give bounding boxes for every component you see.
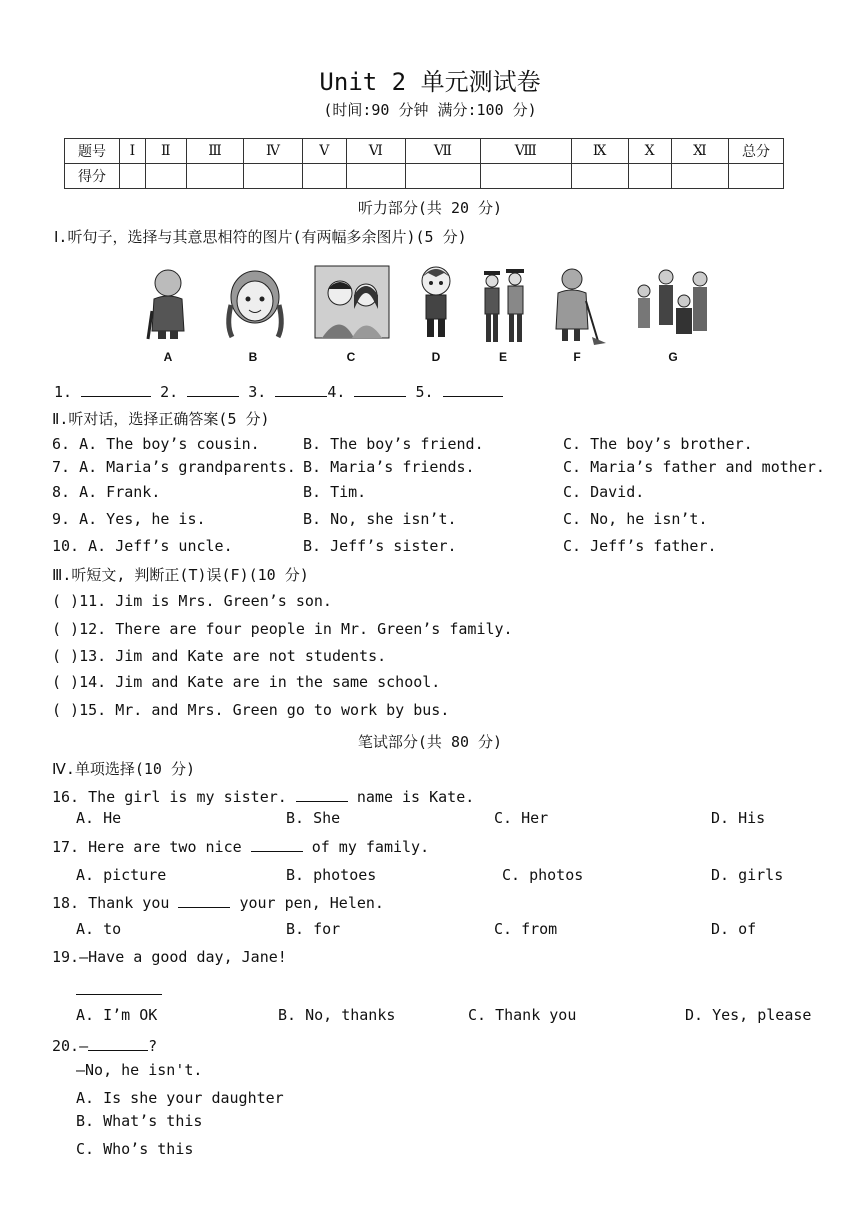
- score-cell: Ⅲ: [186, 139, 243, 164]
- blank-number: 1.: [54, 383, 73, 401]
- score-cell: Ⅺ: [671, 139, 728, 164]
- q7-option-b: B. Maria’s friends.: [303, 458, 475, 476]
- tf-item: ( )15. Mr. and Mrs. Green go to work by bus.: [52, 701, 450, 719]
- tf-item: ( )12. There are four people in Mr. Green’s family.: [52, 620, 513, 638]
- score-input-cell[interactable]: [120, 164, 146, 189]
- score-input-cell[interactable]: [571, 164, 628, 189]
- picture-label: D: [431, 350, 441, 364]
- q18-stem-text-end: your pen, Helen.: [230, 894, 384, 912]
- score-input-cell[interactable]: [186, 164, 243, 189]
- answer-blank[interactable]: [354, 382, 406, 397]
- q9-option-b: B. No, she isn’t.: [303, 510, 457, 528]
- score-cell: Ⅶ: [405, 139, 480, 164]
- score-table-header-row: [65, 139, 784, 164]
- q9-option-a: 9. A. Yes, he is.: [52, 510, 206, 528]
- answer-blank[interactable]: [187, 382, 239, 397]
- q19-option-a: A. I’m OK: [76, 1006, 158, 1024]
- blank-number: 5.: [415, 383, 434, 401]
- picture-d-boy: [414, 265, 458, 341]
- blank-number: 4.: [327, 383, 346, 401]
- q6-option-b: B. The boy’s friend.: [303, 435, 484, 453]
- q19-option-d: D. Yes, please: [685, 1006, 812, 1024]
- score-cell: Ⅵ: [346, 139, 405, 164]
- q18-blank[interactable]: [178, 893, 230, 908]
- blank-number: 2.: [160, 383, 179, 401]
- picture-g-family: [632, 265, 714, 341]
- answer-blank[interactable]: [81, 382, 151, 397]
- score-cell: Ⅸ: [571, 139, 628, 164]
- answer-blank[interactable]: [275, 382, 327, 397]
- q16-option-d: D. His: [711, 809, 766, 827]
- score-cell: Ⅰ: [120, 139, 146, 164]
- score-cell: 题号: [65, 139, 120, 164]
- q20-stem: [52, 1036, 157, 1055]
- q16-stem-text: 16. The girl is my sister.: [52, 788, 296, 806]
- q17-option-c: C. photos: [502, 866, 584, 884]
- tf-item: ( )14. Jim and Kate are in the same school.: [52, 673, 441, 691]
- q10-option-a: 10. A. Jeff’s uncle.: [52, 537, 233, 555]
- q19-option-b: B. No, thanks: [278, 1006, 396, 1024]
- q9-option-c: C. No, he isn’t.: [563, 510, 708, 528]
- tf-item: ( )11. Jim is Mrs. Green’s son.: [52, 592, 332, 610]
- q20-option-b: B. What’s this: [76, 1112, 203, 1130]
- q17-option-a: A. picture: [76, 866, 167, 884]
- score-cell: 总分: [729, 139, 784, 164]
- q6-option-a: 6. A. The boy’s cousin.: [52, 435, 260, 453]
- q19-blank[interactable]: [76, 994, 162, 995]
- part4-title: Ⅳ.单项选择(10 分): [52, 760, 196, 778]
- q17-option-b: B. photoes: [286, 866, 377, 884]
- q17-option-d: D. girls: [711, 866, 784, 884]
- score-cell: Ⅳ: [244, 139, 303, 164]
- blank-number: 3.: [248, 383, 267, 401]
- q18-option-c: C. from: [494, 920, 558, 938]
- answer-blank[interactable]: [443, 382, 503, 397]
- score-cell: Ⅷ: [480, 139, 571, 164]
- q19-stem: 19.—Have a good day, Jane!: [52, 948, 287, 966]
- picture-a-grandfather: [140, 265, 196, 341]
- q17-blank[interactable]: [251, 837, 303, 852]
- q16-blank[interactable]: [296, 787, 348, 802]
- page-title: Unit 2 单元测试卷: [319, 68, 541, 96]
- score-cell: Ⅴ: [302, 139, 346, 164]
- q19-option-c: C. Thank you: [468, 1006, 577, 1024]
- q20-option-a: A. Is she your daughter: [76, 1089, 284, 1107]
- q8-option-a: 8. A. Frank.: [52, 483, 161, 501]
- score-input-cell[interactable]: [244, 164, 303, 189]
- picture-c-couple-photo: [314, 265, 390, 339]
- q16-option-b: B. She: [286, 809, 341, 827]
- q20-stem-text: 20.—: [52, 1037, 89, 1055]
- q16-option-a: A. He: [76, 809, 122, 827]
- picture-label: A: [163, 350, 173, 364]
- q10-option-c: C. Jeff’s father.: [563, 537, 717, 555]
- picture-label: C: [346, 350, 356, 364]
- q7-option-a: 7. A. Maria’s grandparents.: [52, 458, 296, 476]
- q16-option-c: C. Her: [494, 809, 549, 827]
- part3-title: Ⅲ.听短文, 判断正(T)误(F)(10 分): [52, 566, 309, 584]
- q8-option-c: C. David.: [563, 483, 645, 501]
- picture-label: F: [573, 350, 581, 364]
- score-input-cell[interactable]: [405, 164, 480, 189]
- picture-label: G: [668, 350, 678, 364]
- score-input-cell[interactable]: [346, 164, 405, 189]
- score-input-cell[interactable]: [480, 164, 571, 189]
- tf-item: ( )13. Jim and Kate are not students.: [52, 647, 387, 665]
- picture-label: E: [498, 350, 507, 364]
- q20-blank[interactable]: [88, 1036, 148, 1051]
- score-input-cell[interactable]: [145, 164, 186, 189]
- q16-stem: [52, 787, 474, 806]
- q8-option-b: B. Tim.: [303, 483, 367, 501]
- answer-blanks-row: [54, 382, 503, 401]
- q16-stem-text-end: name is Kate.: [347, 788, 475, 806]
- q18-stem: [52, 893, 384, 912]
- score-input-cell[interactable]: [729, 164, 784, 189]
- writing-heading: 笔试部分(共 80 分): [357, 733, 503, 751]
- page-subtitle: (时间:90 分钟 满分:100 分): [323, 101, 537, 119]
- part1-title: Ⅰ.听句子，选择与其意思相符的图片(有两幅多余图片)(5 分): [54, 228, 467, 246]
- picture-e-two-men: [480, 265, 528, 345]
- q20-stem-text-end: ?: [148, 1037, 158, 1055]
- listening-heading: 听力部分(共 20 分): [357, 199, 503, 217]
- q20-reply: —No, he isn't.: [76, 1061, 203, 1079]
- q20-option-c: C. Who’s this: [76, 1140, 194, 1158]
- score-table-score-row: [65, 164, 784, 189]
- q17-stem: [52, 837, 429, 856]
- score-cell: Ⅹ: [628, 139, 671, 164]
- q6-option-c: C. The boy’s brother.: [563, 435, 753, 453]
- picture-b-girl: [220, 265, 290, 341]
- part2-title: Ⅱ.听对话，选择正确答案(5 分): [52, 410, 270, 428]
- q18-option-d: D. of: [711, 920, 757, 938]
- score-input-cell[interactable]: [671, 164, 728, 189]
- q17-stem-text-end: of my family.: [302, 838, 430, 856]
- q18-option-b: B. for: [286, 920, 341, 938]
- q10-option-b: B. Jeff’s sister.: [303, 537, 457, 555]
- picture-f-grandmother: [548, 265, 606, 345]
- q7-option-c: C. Maria’s father and mother.: [563, 458, 825, 476]
- q17-stem-text: 17. Here are two nice: [52, 838, 251, 856]
- score-input-cell[interactable]: [302, 164, 346, 189]
- q18-stem-text: 18. Thank you: [52, 894, 179, 912]
- score-table: [64, 138, 784, 189]
- score-cell: 得分: [65, 164, 120, 189]
- score-cell: Ⅱ: [145, 139, 186, 164]
- q18-option-a: A. to: [76, 920, 122, 938]
- score-input-cell[interactable]: [628, 164, 671, 189]
- picture-label: B: [248, 350, 258, 364]
